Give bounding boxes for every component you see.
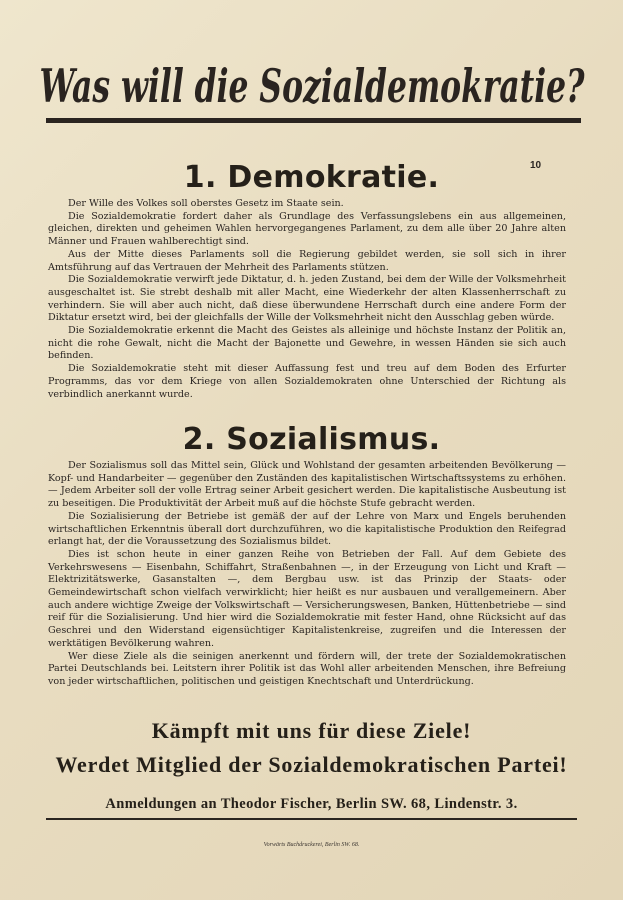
paragraph: Wer diese Ziele als die seinigen anerkennt und fördern will, der trete der Sozialdemokratischen Partei Deutschlands bei. Leitstern ihrer Politik ist das Wohl aller arbeitenden Menschen, ihre Befreiung von jeder wirtschaftlichen, politischen und geistigen Knechtschaft und Unterdrückung. — [48, 650, 566, 687]
section-heading-socialism: 2. Sozialismus. — [182, 422, 441, 457]
paragraph: Die Sozialdemokratie fordert daher als Grundlage des Verfassungslebens ein aus allgemeinen, gleichen, direkten und geheimen Wahlen hervorgegangenes Parlament, zu dem alle über 20 Jahre alten Männer und Frauen wahlberechtigt sind. — [48, 210, 566, 248]
paragraph: Dies ist schon heute in einer ganzen Reihe von Betrieben der Fall. Auf dem Gebiete des Verkehrswesens — Eisenbahn, Schiffahrt, Straßenbahnen —, in der Erzeugung von Licht und Kraft — Elektrizitätswerke, Gasanstalten —, dem Bergbau usw. ist das Prinzip der Staats- oder Gemeindewirtschaft schon vielfach verwirklicht; hier heißt es nur ausbauen und verallgemeinern. Aber auch andere wichtige Zweige der Volkswirtschaft — Versicherungswesen, Banken, Hüttenbetriebe — sind reif für die Sozialisierung. Und hier wird die Sozialdemokratie mit fester Hand, ohne Rücksicht auf das Geschrei und den Widerstand eigensüchtiger Kapitalistenkreise, zugreifen und die Interessen der werktätigen Bevölkerung wahren. — [48, 548, 566, 649]
paragraph: Die Sozialisierung der Betriebe ist gemäß der auf der Lehre von Marx und Engels beruhenden wirtschaftlichen Erkenntnis überall dort durchzuführen, wo die kapitalistische Produktion den Reifegrad erlangt hat, der die Voraussetzung des Sozialismus bildet. — [48, 510, 566, 548]
paragraph: Die Sozialdemokratie erkennt die Macht des Geistes als alleinige und höchste Instanz der Politik an, nicht die rohe Gewalt, nicht die Macht der Bajonette und Gewehre, in wessen Händen sie sich auch befinden. — [48, 325, 566, 362]
paragraph: Die Sozialdemokratie steht mit dieser Auffassung fest und treu auf dem Boden des Erfurter Programms, das vor dem Kriege von allen Sozialdemokraten ohne Unterschied der Richtung als verbindlich anerkannt wurde. — [48, 363, 566, 400]
printer-imprint: Vorwärts Buchdruckerei, Berlin SW. 68. — [263, 842, 360, 848]
title-underline — [46, 118, 581, 123]
page-number: 10 — [530, 160, 542, 171]
paragraph: Der Wille des Volkes soll oberstes Gesetz im Staate sein. — [68, 198, 344, 209]
title-lettering — [30, 52, 595, 134]
section-body-democracy — [48, 198, 566, 401]
footer-rule — [46, 818, 577, 820]
rally-line-1: Kämpft mit uns für diese Ziele! — [151, 718, 472, 743]
rally-line-2: Werdet Mitglied der Sozialdemokratischen Partei! — [55, 752, 568, 777]
section-heading-democracy: 1. Demokratie. — [183, 160, 440, 195]
paragraph: Die Sozialdemokratie verwirft jede Diktatur, d. h. jeden Zustand, bei dem der Wille der Volksmehrheit ausgeschaltet ist. Sie strebt deshalb mit aller Macht, eine Wiederkehr der alten Klassenherrschaft zu verhindern. Sie will aber auch nicht, daß diese überwundene Herrschaft durch eine andere Form der Diktatur ersetzt wird, bei der gleichfalls der Wille der Volksmehrheit nicht den Ausschlag geben würde. — [48, 274, 566, 324]
paragraph: Der Sozialismus soll das Mittel sein, Glück und Wohlstand der gesamten arbeitenden Bevölkerung — Kopf- und Handarbeiter — gegenüber den Zuständen des kapitalistischen Wirtschaftssystems zu erhöhen. — Jedem Arbeiter soll der volle Ertrag seiner Arbeit gesichert werden. Die kapitalistische Ausbeutung ist zu beseitigen. Die Produktivität der Arbeit muß auf die höchste Stufe gebracht werden. — [48, 460, 566, 510]
paragraph: Aus der Mitte dieses Parlaments soll die Regierung gebildet werden, sie soll sich in ihrer Amtsführung auf das Vertrauen der Mehrheit des Parlaments stützen. — [48, 248, 566, 273]
flyer-title — [30, 52, 595, 134]
title-text: Was will die Sozialdemokratie? — [39, 59, 586, 113]
section-body-socialism — [48, 460, 566, 689]
signup-line: Anmeldungen an Theodor Fischer, Berlin SW. 68, Lindenstr. 3. — [105, 796, 518, 812]
